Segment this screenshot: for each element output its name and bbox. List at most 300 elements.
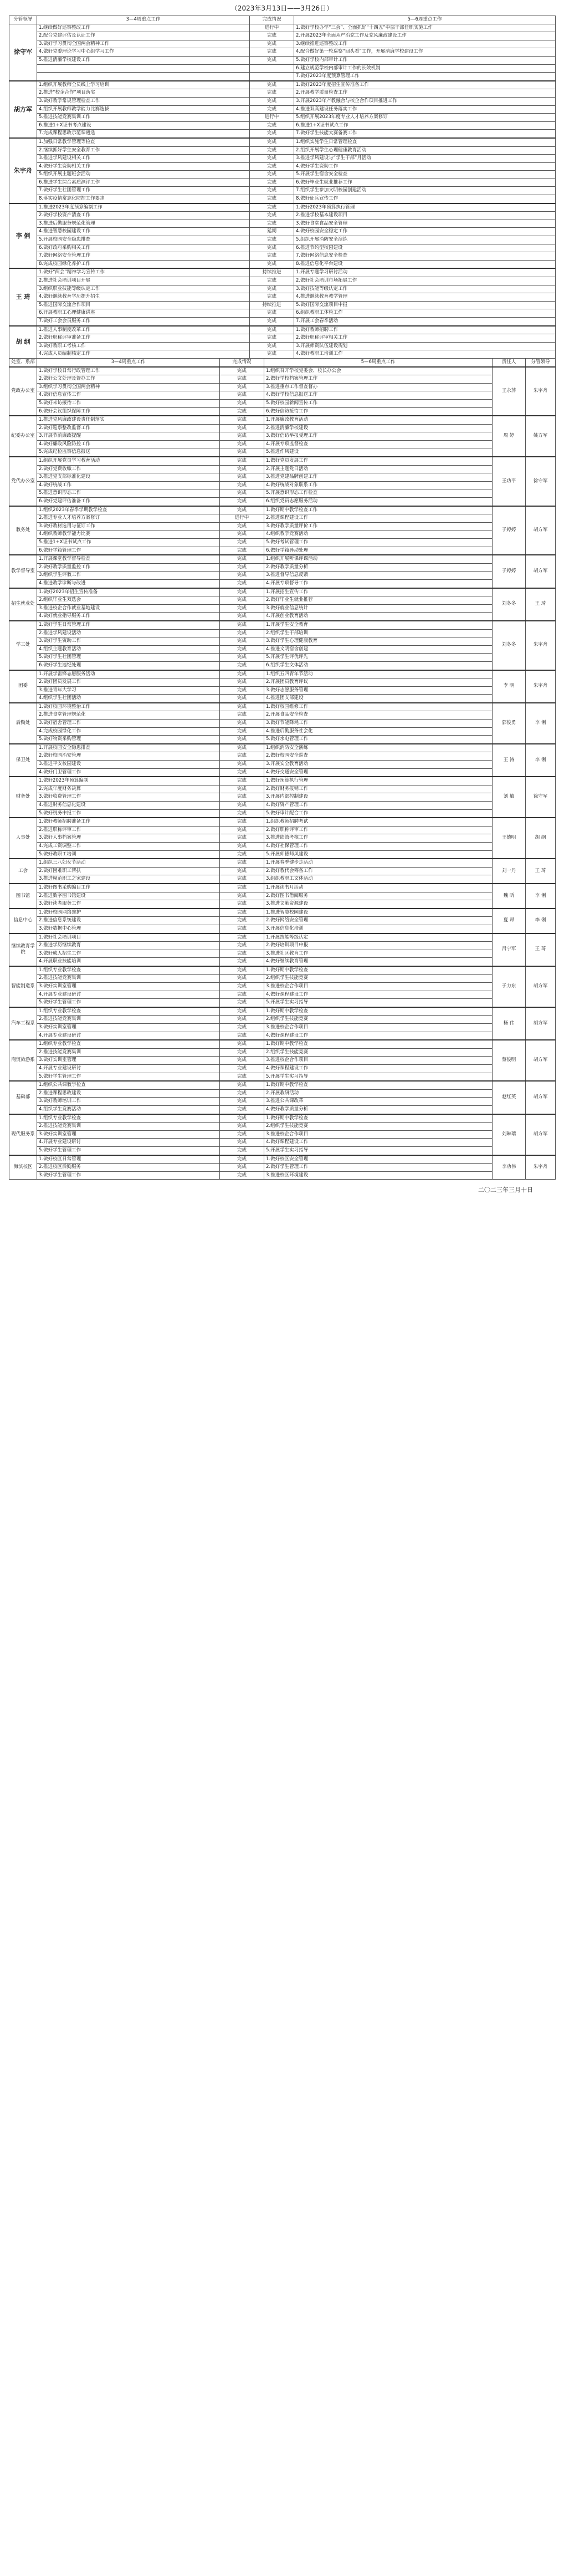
department-name: 信息中心 (9, 909, 37, 934)
task-week5-6: 3.开展2023年产教融合与校企合作项目推进工作 (294, 97, 556, 105)
task-status: 完成 (250, 212, 294, 220)
task-status: 完成 (220, 424, 264, 432)
task-week3-4: 3.做好实训室管理 (37, 1130, 220, 1139)
task-week3-4: 4.做好信息宣传工作 (37, 391, 220, 400)
department-task-row (9, 383, 556, 391)
person-in-charge: 李功伟 (493, 1155, 526, 1180)
task-status: 完成 (220, 645, 264, 654)
task-status: 完成 (220, 768, 264, 777)
leader-task-row (9, 342, 556, 350)
leader-name: 胡方军 (9, 81, 37, 138)
task-week5-6: 5.开展学生评优评先 (264, 654, 493, 662)
task-week5-6: 1.做好期中教学检查工作 (264, 506, 493, 514)
task-week3-4: 4.完成人员编制核定工作 (37, 350, 250, 359)
department-task-row (9, 884, 556, 892)
department-name: 海滨校区 (9, 1155, 37, 1180)
department-task-row (9, 768, 556, 777)
department-task-row (9, 1098, 556, 1106)
task-week5-6: 7.做好网络信息安全检查 (294, 252, 556, 261)
department-name: 基础部 (9, 1081, 37, 1114)
task-week3-4: 4.组织学生社团活动 (37, 695, 220, 703)
task-week3-4: 1.组织公共课教学检查 (37, 1081, 220, 1089)
leader-task-row (9, 268, 556, 277)
department-task-row (9, 850, 556, 859)
task-week5-6: 1.做好校园维修工作 (264, 703, 493, 711)
task-week3-4: 4.开展专业建设研讨 (37, 991, 220, 999)
task-week5-6: 1.开展春季健步走活动 (264, 859, 493, 867)
task-week5-6: 1.组织召开学校党委会、校长办公会 (264, 367, 493, 375)
task-status: 完成 (220, 391, 264, 400)
leader-task-row (9, 228, 556, 236)
task-week3-4: 2.推进技能竞赛集训 (37, 975, 220, 983)
leader-task-row (9, 40, 556, 48)
task-status: 完成 (220, 1032, 264, 1040)
task-week3-4: 1.做好2023年预算编制 (37, 777, 220, 785)
task-week5-6: 3.开展安全教育活动 (264, 761, 493, 769)
task-status: 完成 (220, 727, 264, 736)
task-week3-4: 2.做好困难职工帮扶 (37, 867, 220, 875)
department-task-row (9, 777, 556, 785)
task-week5-6: 1.组织教师招聘考试 (264, 818, 493, 826)
task-status: 完成 (250, 187, 294, 195)
task-status: 完成 (220, 975, 264, 983)
task-status: 持续推进 (250, 268, 294, 277)
task-week3-4: 4.推进智慧校园建设工作 (37, 228, 250, 236)
supervising-leader: 朱宇舟 (526, 367, 556, 416)
supervising-leader: 朱宇舟 (526, 1155, 556, 1180)
leaders-table (9, 16, 556, 359)
task-week3-4: 4.开展专业建设研讨 (37, 1065, 220, 1073)
department-task-row (9, 563, 556, 572)
department-task-row (9, 1164, 556, 1172)
task-week5-6: 3.推进校企合作项目 (264, 1024, 493, 1032)
department-task-row (9, 752, 556, 761)
task-week3-4: 7.做好网络安全管理工作 (37, 252, 250, 261)
department-name: 汽车工程系 (9, 1007, 37, 1040)
header-week3-4: 3—4周重点工作 (37, 358, 220, 366)
task-status: 完成 (220, 407, 264, 416)
task-status: 完成 (220, 1123, 264, 1131)
department-task-row (9, 1057, 556, 1065)
supervising-leader: 李 俐 (526, 884, 556, 909)
supervising-leader: 李 俐 (526, 744, 556, 777)
task-week5-6: 4.做好课程建设工作 (264, 1065, 493, 1073)
task-week5-6: 3.做好节能降耗工作 (264, 720, 493, 728)
department-task-row (9, 579, 556, 588)
task-status: 完成 (220, 579, 264, 588)
department-task-row (9, 909, 556, 917)
task-week3-4: 2.推进“校企合作”项目落实 (37, 89, 250, 98)
department-task-row (9, 367, 556, 375)
department-task-row (9, 416, 556, 424)
task-week3-4: 5.做好税务申报工作 (37, 809, 220, 818)
task-week3-4: 4.做好学生资助相关工作 (37, 162, 250, 171)
department-task-row (9, 645, 556, 654)
task-week3-4: 5.组织开展主题班会活动 (37, 171, 250, 179)
person-in-charge: 刘冬冬 (493, 621, 526, 670)
department-task-row (9, 424, 556, 432)
task-week5-6: 2.组织学生技能竞赛 (264, 1048, 493, 1057)
supervising-leader: 胡方军 (526, 555, 556, 588)
task-week5-6: 2.做好学生管理工作 (264, 1164, 493, 1172)
task-week5-6: 4.推进团支部建设 (264, 695, 493, 703)
department-task-row (9, 826, 556, 834)
task-week3-4: 1.做好学校日常行政管理工作 (37, 367, 220, 375)
task-status: 完成 (220, 744, 264, 752)
person-in-charge: 于婷婷 (493, 555, 526, 588)
task-week3-4: 5.做好教职工培训 (37, 850, 220, 859)
task-week3-4: 6.开展教职工心理健康讲座 (37, 309, 250, 318)
leader-task-row (9, 121, 556, 130)
task-week5-6: 3.开展内部控制建设 (264, 793, 493, 802)
task-week3-4: 4.推进教学诊断与改进 (37, 579, 220, 588)
task-week3-4: 4.完成工资调整工作 (37, 842, 220, 850)
task-week3-4: 3.组织职业技能等级认定工作 (37, 285, 250, 293)
task-week5-6: 2.做好财务报销工作 (264, 785, 493, 793)
department-task-row (9, 695, 556, 703)
department-task-row (9, 596, 556, 605)
task-week3-4: 2.做好教学质量监控工作 (37, 563, 220, 572)
department-task-row (9, 506, 556, 514)
person-in-charge: 周 婷 (493, 416, 526, 457)
task-week3-4: 6.推进1+X证书考点建设 (37, 121, 250, 130)
task-week3-4: 1.开展课堂教学督导检查 (37, 555, 220, 563)
department-task-row (9, 1024, 556, 1032)
task-week3-4: 3.推进后勤服务规范化管理 (37, 220, 250, 228)
task-status: 完成 (220, 1171, 264, 1180)
supervising-leader: 王 琦 (526, 588, 556, 621)
task-week3-4: 3.做好教职工考核工作 (37, 342, 250, 350)
task-week5-6: 1.做好2023年预算执行管理 (294, 203, 556, 212)
department-task-row (9, 867, 556, 875)
task-week3-4: 1.做好校园环境整治工作 (37, 703, 220, 711)
task-week5-6: 6.组织学生文体活动 (264, 661, 493, 670)
task-week5-6: 5.开展学生宿舍安全检查 (294, 171, 556, 179)
department-task-row (9, 958, 556, 966)
department-task-row (9, 637, 556, 646)
task-week3-4: 8.完成校园绿化养护工作 (37, 260, 250, 268)
task-week5-6: 5.开展学生实习指导 (264, 1073, 493, 1081)
leader-task-row (9, 244, 556, 252)
task-week3-4: 2.做好校园治安管理 (37, 752, 220, 761)
task-status: 完成 (220, 958, 264, 966)
task-week3-4: 2.推进技能竞赛集训 (37, 1123, 220, 1131)
task-status: 完成 (220, 465, 264, 473)
department-task-row (9, 661, 556, 670)
task-week5-6: 3.推进督导信息反馈 (264, 572, 493, 580)
supervising-leader: 李 俐 (526, 703, 556, 744)
task-status: 完成 (220, 917, 264, 925)
task-week5-6: 7.做好学生技能大赛备赛工作 (294, 130, 556, 138)
person-in-charge: 王德明 (493, 818, 526, 859)
task-week5-6: 6.做好信访接待工作 (264, 407, 493, 416)
header-status: 完成情况 (220, 358, 264, 366)
task-week5-6: 7.组织学生参加文明校园创建活动 (294, 187, 556, 195)
header-status: 完成情况 (250, 16, 294, 24)
task-status: 完成 (220, 1048, 264, 1057)
task-status: 完成 (220, 432, 264, 441)
task-status: 完成 (250, 171, 294, 179)
task-week5-6: 1.做好2023年度招生宣传准备工作 (294, 81, 556, 89)
task-week5-6: 7.开展工会春季活动 (294, 317, 556, 325)
department-task-row (9, 720, 556, 728)
task-week3-4: 1.开展校园安全隐患排查 (37, 744, 220, 752)
task-week5-6: 1.做好期中教学检查 (264, 1114, 493, 1123)
task-week5-6: 2.开展2023年全面从严治党工作及党风廉政建设工作 (294, 32, 556, 40)
department-task-row (9, 1139, 556, 1147)
department-task-row (9, 457, 556, 465)
task-week5-6: 3.推进社区教育工作 (264, 950, 493, 958)
department-task-row (9, 1114, 556, 1123)
task-week3-4: 3.做好教材选用与征订工作 (37, 522, 220, 530)
task-week5-6: 2.组织学生技能竞赛 (264, 975, 493, 983)
task-status: 完成 (250, 178, 294, 187)
supervising-leader: 王 琦 (526, 934, 556, 966)
task-status: 完成 (220, 934, 264, 942)
task-week5-6: 2.做好校园安全巡查 (264, 752, 493, 761)
task-week3-4: 3.做好收费管理工作 (37, 793, 220, 802)
task-week3-4: 3.推进校企合作就业基地建设 (37, 604, 220, 613)
department-task-row (9, 407, 556, 416)
task-status: 完成 (220, 826, 264, 834)
task-week5-6: 3.组织教职工文体活动 (264, 875, 493, 884)
task-week3-4: 2.推进数字图书馆建设 (37, 892, 220, 900)
department-name: 招生就业处 (9, 588, 37, 621)
task-week3-4: 1.做好校区日常管理 (37, 1155, 220, 1164)
person-in-charge: 刘冬冬 (493, 588, 526, 621)
task-status: 完成 (250, 89, 294, 98)
task-status: 完成 (220, 1114, 264, 1123)
department-task-row (9, 1040, 556, 1048)
department-task-row (9, 744, 556, 752)
task-status: 完成 (250, 105, 294, 114)
department-task-row (9, 522, 556, 530)
person-in-charge: 郭俊勇 (493, 703, 526, 744)
task-status: 完成 (220, 703, 264, 711)
task-week5-6: 2.开展团员教育评议 (264, 679, 493, 687)
department-task-row (9, 670, 556, 679)
task-week3-4: 7.完成课程思政示范课遴选 (37, 130, 250, 138)
task-status: 完成 (220, 785, 264, 793)
task-week3-4: 3.推进平安校园建设 (37, 761, 220, 769)
task-status: 完成 (220, 761, 264, 769)
leader-task-row (9, 48, 556, 57)
task-status: 完成 (220, 1057, 264, 1065)
department-task-row (9, 892, 556, 900)
task-week5-6: 1.开展廉政教育活动 (264, 416, 493, 424)
task-status: 完成 (220, 539, 264, 547)
task-week3-4: 6.做好会议组织保障工作 (37, 407, 220, 416)
task-week5-6: 6.建立规范学校内部审计工作的长效机制 (294, 64, 556, 73)
task-status: 完成 (220, 498, 264, 506)
task-week5-6: 2.做好网络安全管理 (264, 917, 493, 925)
task-status: 完成 (220, 884, 264, 892)
person-in-charge: 魏 昕 (493, 884, 526, 909)
task-week3-4: 2.推进职称评审工作 (37, 826, 220, 834)
person-in-charge: 夏 昂 (493, 909, 526, 934)
leader-task-row (9, 24, 556, 32)
task-week3-4: 2.推进技能竞赛集训 (37, 1048, 220, 1057)
task-status: 完成 (250, 277, 294, 285)
task-week5-6: 2.做好教代会筹备工作 (264, 867, 493, 875)
leader-task-row (9, 89, 556, 98)
task-status: 完成 (250, 121, 294, 130)
department-name: 智能制造系 (9, 966, 37, 1007)
task-week5-6: 2.推进清廉学校建设 (264, 424, 493, 432)
department-task-row (9, 1123, 556, 1131)
task-week3-4: 1.组织2023年春季学期教学检查 (37, 506, 220, 514)
department-task-row (9, 999, 556, 1007)
department-task-row (9, 1065, 556, 1073)
task-status: 完成 (220, 661, 264, 670)
task-status: 完成 (220, 1073, 264, 1081)
task-week3-4: 4.推进财务信息化建设 (37, 802, 220, 810)
task-week3-4: 1.组织专业教学检查 (37, 1040, 220, 1048)
supervising-leader: 徐守军 (526, 777, 556, 818)
task-status: 完成 (220, 793, 264, 802)
department-task-row (9, 966, 556, 975)
task-week5-6: 2.开展主题党日活动 (264, 465, 493, 473)
task-week3-4: 2.组织毕业生双选会 (37, 596, 220, 605)
task-week5-6: 8.推进信息化平台建设 (294, 260, 556, 268)
task-status: 完成 (220, 1089, 264, 1098)
task-status: 完成 (220, 966, 264, 975)
task-status: 完成 (220, 613, 264, 621)
task-week3-4: 4.做好就业指导服务工作 (37, 613, 220, 621)
task-week3-4: 3.做好学生管理工作 (37, 1171, 220, 1180)
task-week5-6: 2.组织开展学生心理健康教育活动 (294, 146, 556, 155)
task-week5-6: 2.做好教学质量分析 (264, 563, 493, 572)
task-week3-4: 3.做好实训室管理 (37, 1057, 220, 1065)
task-week3-4: 4.组织教师教学能力比赛 (37, 530, 220, 539)
departments-table-body (9, 367, 556, 1180)
task-week5-6: 6.组织党员志愿服务活动 (264, 498, 493, 506)
task-week3-4: 3.推进青年大学习 (37, 686, 220, 695)
leaders-table-header (9, 16, 556, 24)
task-status: 完成 (220, 834, 264, 843)
task-week3-4: 2.推进技能竞赛集训 (37, 1016, 220, 1024)
person-in-charge: 刘琳瑞 (493, 1114, 526, 1155)
task-week3-4: 2.推进社会培训项目开展 (37, 277, 250, 285)
task-week5-6: 1.组织消防安全演练 (264, 744, 493, 752)
task-week5-6: 5.开展学生实习指导 (264, 999, 493, 1007)
task-week3-4: 2.配合党建评估及认证工作 (37, 32, 250, 40)
task-week5-6: 2.开展食品安全检查 (264, 711, 493, 720)
task-week3-4: 3.做好学习贯彻全国两会精神工作 (37, 40, 250, 48)
department-name: 党代办公室 (9, 457, 37, 506)
department-task-row (9, 859, 556, 867)
document-page (9, 0, 555, 1194)
department-task-row (9, 375, 556, 384)
department-name: 教学督导室 (9, 555, 37, 588)
department-task-row (9, 686, 556, 695)
task-week5-6: 3.推进重点工作督查督办 (264, 383, 493, 391)
task-week3-4: 1.做好图书采购编目工作 (37, 884, 220, 892)
task-status: 完成 (250, 155, 294, 163)
task-status: 完成 (250, 252, 294, 261)
task-status: 完成 (220, 809, 264, 818)
task-week5-6: 4.做好资产管理工作 (264, 802, 493, 810)
task-week5-6: 3.开展信息化培训 (264, 925, 493, 933)
task-status: 完成 (250, 146, 294, 155)
task-status: 完成 (220, 892, 264, 900)
task-week5-6: 1.开展学生安全教育 (264, 621, 493, 629)
department-task-row (9, 1105, 556, 1114)
task-status: 完成 (220, 999, 264, 1007)
task-status: 完成 (220, 375, 264, 384)
supervising-leader: 胡方军 (526, 1040, 556, 1081)
task-week5-6: 2.推进学校基本建设项目 (294, 212, 556, 220)
task-status: 完成 (250, 334, 294, 343)
task-week5-6: 5.做好学校内部审计工作 (294, 56, 556, 64)
task-status: 完成 (250, 203, 294, 212)
department-task-row (9, 842, 556, 850)
task-week3-4: 4.开展专业建设研讨 (37, 1032, 220, 1040)
person-in-charge: 赵红英 (493, 1081, 526, 1114)
task-status: 完成 (250, 342, 294, 350)
task-status: 完成 (220, 1016, 264, 1024)
task-week3-4: 3.做好实训室管理 (37, 983, 220, 991)
department-task-row (9, 1146, 556, 1155)
department-name: 财务处 (9, 777, 37, 818)
task-week5-6: 7.做好2023年度预算管理工作 (294, 73, 556, 81)
task-week5-6: 5.做好水电管理工作 (264, 736, 493, 744)
leader-task-row (9, 178, 556, 187)
task-week3-4: 6.推进学生综合素质测评工作 (37, 178, 250, 187)
leader-task-row (9, 212, 556, 220)
task-week3-4: 3.做好教师培训工作 (37, 1098, 220, 1106)
task-week3-4: 2.做好职称评审准备工作 (37, 334, 250, 343)
task-status: 进行中 (250, 24, 294, 32)
department-task-row (9, 679, 556, 687)
task-week5-6: 3.继续推进巡察整改工作 (294, 40, 556, 48)
task-week3-4: 2.推进信息系统建设 (37, 917, 220, 925)
task-week3-4: 4.做好廉政风险防控工作 (37, 440, 220, 448)
task-status: 完成 (220, 1098, 264, 1106)
task-status: 完成 (220, 679, 264, 687)
department-task-row (9, 399, 556, 407)
task-week5-6: 6.推进节约型校园建设 (294, 244, 556, 252)
task-status: 完成 (250, 350, 294, 359)
department-task-row (9, 432, 556, 441)
task-week3-4: 1.继续做好巡察整改工作 (37, 24, 250, 32)
task-status: 完成 (250, 220, 294, 228)
supervising-leader: 胡方军 (526, 1007, 556, 1040)
task-week3-4: 6.做好党建评估准备工作 (37, 498, 220, 506)
task-status: 完成 (220, 1130, 264, 1139)
task-status: 完成 (220, 695, 264, 703)
task-week3-4: 3.做好成人招生工作 (37, 950, 220, 958)
task-status: 延期 (250, 228, 294, 236)
department-name: 党政办公室 (9, 367, 37, 416)
task-week3-4: 5.开展校园安全隐患排查 (37, 236, 250, 244)
task-status: 完成 (220, 777, 264, 785)
department-task-row (9, 440, 556, 448)
department-task-row (9, 481, 556, 489)
task-week5-6: 6.组织教职工体检工作 (294, 309, 556, 318)
header-person-in-charge: 责任人 (493, 358, 526, 366)
task-week5-6: 2.做好学校档案管理工作 (264, 375, 493, 384)
task-week5-6: 5.开展意识形态工作检查 (264, 489, 493, 498)
task-week5-6: 3.做好食堂食品安全管理 (294, 220, 556, 228)
leader-task-row (9, 81, 556, 89)
person-in-charge: 杨 伟 (493, 1007, 526, 1040)
task-week3-4: 2.推进校区后勤服务 (37, 1164, 220, 1172)
person-in-charge: 刘 敏 (493, 777, 526, 818)
person-in-charge: 王永萍 (493, 367, 526, 416)
task-status: 完成 (220, 1146, 264, 1155)
leader-task-row (9, 32, 556, 40)
